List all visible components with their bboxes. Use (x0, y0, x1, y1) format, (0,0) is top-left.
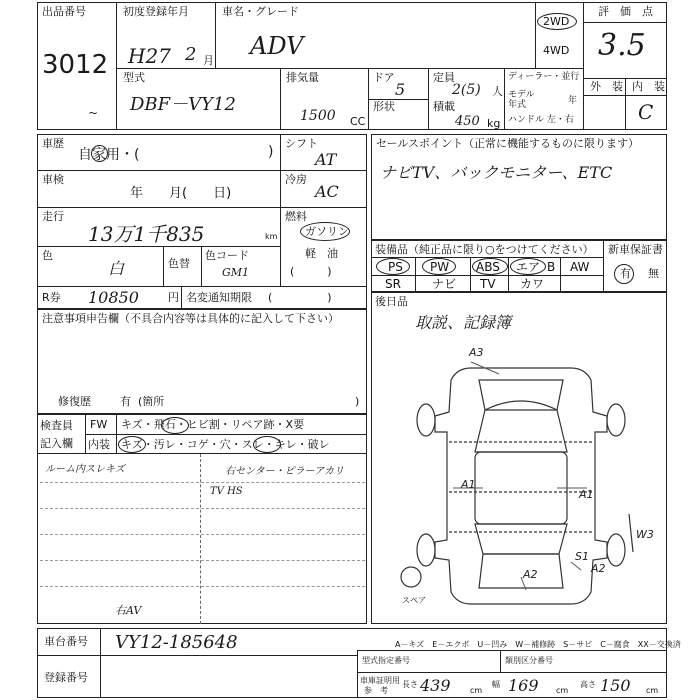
height-cm: cm (646, 686, 659, 695)
exterior-label: 外 装 (590, 80, 623, 93)
notes-label: 注意事項申告欄（不具合内容等は具体的に記入して下さい） (42, 312, 339, 325)
first-reg-month: 2 (185, 44, 197, 65)
length-label: 長さ (402, 680, 418, 689)
car-name-label: 車名・グレード (222, 5, 299, 18)
car-damage-diagram (371, 292, 667, 624)
score-value: 3.5 (598, 28, 646, 63)
door-value: 5 (395, 80, 406, 99)
inspection-label: 車検 (42, 173, 64, 186)
lot-mark: ~ (88, 106, 99, 120)
model-label: 型式 (123, 71, 145, 84)
model-year-label: モデル年式 (508, 90, 535, 110)
capacity-unit: 人 (492, 85, 503, 98)
int-items: キズ・汚レ・コゲ・穴・スレ・キレ・破レ (121, 438, 330, 451)
shift-value: AT (315, 150, 337, 169)
fuel-gasoline: ガソリン (305, 225, 349, 238)
displacement-unit: CC (350, 115, 366, 128)
mark-w3: W3 (636, 528, 654, 541)
recycle-label: R券 (42, 291, 61, 304)
shape-label: 形状 (373, 100, 395, 113)
note-4: 右AV (115, 604, 142, 617)
fuel-circle (300, 222, 350, 241)
equip-ps-circle (376, 258, 410, 275)
history-circle (91, 145, 108, 162)
legend: A－キズ E－エクボ U－凹み W－補修跡 S－サビ C－腐食 XX－交換済 (395, 640, 681, 649)
warranty-label: 新車保証書 (608, 243, 663, 256)
int-label: 内装 (88, 438, 110, 451)
mark-a1-right: A1 (579, 488, 594, 501)
repair-close: ) (355, 395, 360, 408)
fw-label: FW (90, 418, 108, 431)
equip-aw: AW (570, 260, 590, 274)
type-designation-label: 型式指定番号 (362, 656, 410, 665)
load-value: 450 (455, 114, 480, 129)
warranty-have: 有 (620, 267, 631, 280)
color-code-label: 色コード (205, 249, 249, 262)
mark-a3: A3 (469, 346, 484, 359)
history-close: ) (268, 144, 274, 160)
name-change-label: 名変通知期限 (186, 291, 252, 304)
repair-location: (箇所 (138, 395, 165, 408)
ac-value: AC (315, 182, 339, 201)
reg-label: 登録番号 (44, 671, 88, 684)
free-notes-frame (37, 454, 367, 624)
mark-a2-right: A2 (591, 562, 606, 575)
equip-ps: PS (388, 260, 403, 274)
sales-point-value: ナビTV、バックモニター、ETC (380, 163, 613, 182)
dealer-label: ディーラー・並行 (508, 72, 580, 82)
equip-pw-circle (422, 258, 456, 275)
height-value: 150 (600, 676, 631, 695)
mileage-value: 13万1千835 (88, 222, 205, 246)
history-value: 自家用・( (78, 147, 140, 163)
history-label: 車歴 (42, 137, 64, 150)
load-unit: kg (487, 117, 501, 130)
first-reg-year: H27 (128, 44, 171, 68)
ref-label1: 車庫証明用 (360, 676, 400, 685)
equip-b: B (547, 260, 556, 274)
height-label: 高さ (580, 680, 596, 689)
drive-4wd: 4WD (543, 44, 570, 57)
recycle-value: 10850 (88, 288, 139, 307)
width-value: 169 (508, 676, 539, 695)
interior-label: 内 装 (632, 80, 665, 93)
color-label: 色 (42, 249, 53, 262)
equip-tv: TV (480, 277, 496, 291)
load-label: 積載 (433, 100, 455, 113)
equip-abs: ABS (476, 260, 500, 274)
width-cm: cm (556, 686, 569, 695)
warranty-none: 無 (648, 267, 659, 280)
capacity-value: 2(5) (452, 82, 481, 98)
chassis-label: 車台番号 (44, 635, 88, 648)
length-cm: cm (470, 686, 483, 695)
note-1: ルーム内スレキズ (45, 464, 125, 475)
month-unit: 月 (203, 54, 214, 67)
equip-air-circle (510, 258, 546, 275)
note-2: 右センター・ピラーアカリ (225, 466, 344, 477)
repair-have: 有 (120, 395, 131, 408)
displacement-label: 排気量 (286, 71, 319, 84)
interior-grade: C (638, 100, 654, 124)
note-3: TV HS (210, 486, 243, 497)
length-value: 439 (420, 676, 451, 695)
mileage-unit: km (265, 232, 278, 241)
mark-a2-rear: A2 (523, 568, 538, 581)
int-circle-1 (118, 436, 146, 453)
int-circle-2 (253, 436, 281, 453)
equipment-label: 装備品（純正品に限り○をつけてください） (375, 243, 594, 256)
equip-abs-circle (472, 258, 508, 275)
lot-number: 3012 (42, 50, 109, 80)
first-reg-label: 初度登録年月 (123, 5, 189, 18)
lot-label: 出品番号 (42, 5, 86, 18)
fuel-label: 燃料 (285, 210, 307, 223)
inspector-label1: 検査員 (40, 419, 73, 432)
equip-pw: PW (430, 260, 450, 274)
category-label: 類別区分番号 (505, 656, 553, 665)
shift-label: シフト (285, 137, 318, 150)
equip-air: エア (516, 260, 541, 274)
mark-a1-left: A1 (461, 478, 476, 491)
door-label: ドア (373, 71, 395, 84)
capacity-label: 定員 (433, 71, 455, 84)
inspection-value: 年 月( 日) (130, 186, 232, 201)
sales-point-label: セールスポイント（正常に機能するものに限ります） (376, 137, 640, 150)
equip-leather: カワ (520, 277, 545, 291)
year-unit: 年 (568, 96, 578, 106)
car-name-value: ADV (250, 32, 304, 60)
fuel-paren: ( ) (290, 265, 332, 278)
color-code-value: GM1 (222, 266, 250, 279)
color-no-label: 色替 (168, 257, 190, 270)
color-value: 白 (108, 259, 125, 278)
recycle-unit: 円 (168, 291, 179, 304)
mileage-label: 走行 (42, 210, 64, 223)
after-parts-value: 取説、記録簿 (415, 313, 512, 332)
chassis-value: VY12-185648 (115, 632, 238, 653)
after-parts-label: 後日品 (375, 295, 408, 308)
drive-2wd: 2WD (543, 15, 570, 28)
equip-sr: SR (385, 277, 401, 291)
warranty-circle (614, 264, 634, 284)
ac-label: 冷房 (285, 173, 307, 186)
fuel-diesel: 軽 油 (305, 247, 338, 260)
displacement-value: 1500 (300, 108, 336, 124)
fw-circle (161, 417, 189, 434)
model-value: DBF－VY12 (130, 94, 236, 115)
repair-label: 修復歴 (58, 395, 91, 408)
spare-label: スペア (402, 596, 426, 605)
equip-navi: ナビ (432, 277, 457, 291)
fw-items: キズ・飛石・ヒビ割・リペア跡・X要 (121, 418, 305, 431)
inspector-label2: 記入欄 (40, 437, 73, 450)
score-label: 評 価 点 (598, 5, 653, 18)
ref-label2: 参 考 (364, 686, 388, 695)
name-change-paren: ( ) (268, 291, 332, 304)
mark-s1: S1 (575, 550, 589, 563)
width-label: 幅 (492, 680, 500, 689)
handle-label: ハンドル 左・右 (508, 115, 574, 125)
